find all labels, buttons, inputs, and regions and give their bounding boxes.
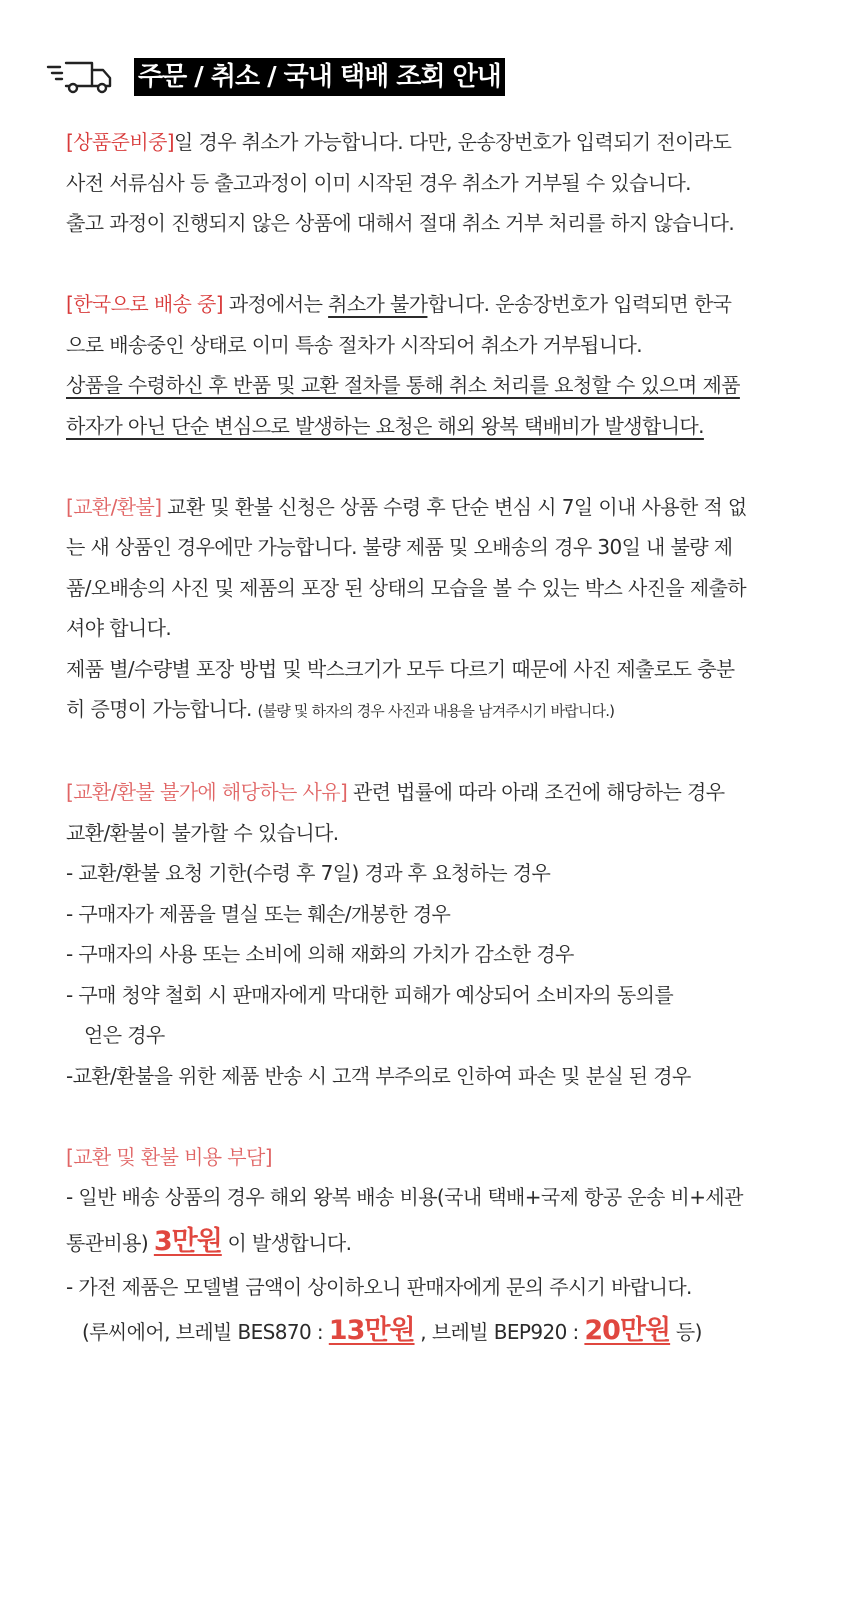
section-3-line-4: 셔야 합니다. bbox=[66, 616, 172, 640]
price-highlight: 13만원 bbox=[328, 1315, 415, 1346]
section-2-line-2: 으로 배송중인 상태로 이미 특송 절차가 시작되어 취소가 거부됩니다. bbox=[66, 332, 642, 357]
list-item: - 구매자의 사용 또는 소비에 의해 재화의 가치가 감소한 경우 bbox=[66, 942, 574, 966]
status-tag: [상품준비중] bbox=[66, 130, 175, 154]
section-1-line-1: [상품준비중]일 경우 취소가 가능합니다. 다만, 운송장번호가 입력되기 전이라도 bbox=[66, 130, 732, 154]
section-4-line-1: [교환/환불 불가에 해당하는 사유] 관련 법률에 따라 아래 조건에 해당하는 경우 bbox=[66, 780, 725, 804]
section-5-tag: [교환 및 환불 비용 부담] bbox=[66, 1144, 272, 1169]
section-3-line-3: 품/오배송의 사진 및 제품의 포장 된 상태의 모습을 볼 수 있는 박스 사진을 제출하 bbox=[66, 575, 747, 600]
section-1-line-3: 출고 과정이 진행되지 않은 상품에 대해서 절대 취소 거부 처리를 하지 않습니다. bbox=[66, 211, 735, 235]
status-tag: [교환/환불] bbox=[66, 494, 162, 519]
section-1-line-2: 사전 서류심사 등 출고과정이 이미 시작된 경우 취소가 거부될 수 있습니다. bbox=[66, 170, 691, 195]
section-2-line-3: 상품을 수령하신 후 반품 및 교환 절차를 통해 취소 처리를 요청할 수 있으며 제품 bbox=[66, 373, 740, 397]
list-item: - 구매자가 제품을 멸실 또는 훼손/개봉한 경우 bbox=[66, 901, 451, 926]
page-title: 주문 / 취소 / 국내 택배 조회 안내 bbox=[134, 58, 505, 96]
status-tag: [한국으로 배송 중] bbox=[66, 292, 223, 316]
small-note: (불량 및 하자의 경우 사진과 내용을 남겨주시기 바랍니다.) bbox=[257, 702, 615, 720]
list-item-continuation: 얻은 경우 bbox=[84, 1023, 165, 1047]
section-2-line-4: 하자가 아닌 단순 변심으로 발생하는 요청은 해외 왕복 택배비가 발생합니다. bbox=[66, 413, 704, 438]
list-item: - 교환/환불 요청 기한(수령 후 7일) 경과 후 요청하는 경우 bbox=[66, 861, 551, 885]
delivery-truck-icon bbox=[46, 57, 116, 97]
section-3-line-2: 는 새 상품인 경우에만 가능합니다. 불량 제품 및 오배송의 경우 30일 내 불량 제 bbox=[66, 535, 733, 559]
section-5-line-2: 통관비용) 3만원 이 발생합니다. bbox=[66, 1225, 352, 1257]
price-highlight: 3만원 bbox=[153, 1225, 222, 1257]
section-5-line-4: (루씨에어, 브레빌 BES870 : 13만원 , 브레빌 BEP920 : 20만원 등) bbox=[82, 1315, 702, 1346]
status-tag: [교환/환불 불가에 해당하는 사유] bbox=[66, 780, 348, 804]
section-4-line-2: 교환/환불이 불가할 수 있습니다. bbox=[66, 820, 339, 845]
section-3-line-1: [교환/환불] 교환 및 환불 신청은 상품 수령 후 단순 변심 시 7일 이내 사용한 적 없 bbox=[66, 494, 747, 519]
section-header bbox=[46, 56, 505, 98]
list-item: - 구매 청약 철회 시 판매자에게 막대한 피해가 예상되어 소비자의 동의를 bbox=[66, 982, 674, 1007]
price-highlight: 20만원 bbox=[584, 1315, 671, 1346]
section-2-line-1: [한국으로 배송 중] 과정에서는 취소가 불가합니다. 운송장번호가 입력되면 한국 bbox=[66, 292, 732, 316]
section-3-line-5: 제품 별/수량별 포장 방법 및 박스크기가 모두 다르기 때문에 사진 제출로도 충분 bbox=[66, 656, 735, 681]
list-item: -교환/환불을 위한 제품 반송 시 고객 부주의로 인하여 파손 및 분실 된 경우 bbox=[66, 1063, 691, 1088]
cancel-impossible-text: 취소가 불가 bbox=[328, 292, 428, 316]
section-5-line-1: - 일반 배송 상품의 경우 해외 왕복 배송 비용(국내 택배+국제 항공 운송 비+세관 bbox=[66, 1185, 743, 1209]
notice-content bbox=[66, 122, 816, 1356]
section-3-line-6: 히 증명이 가능합니다. (불량 및 하자의 경우 사진과 내용을 남겨주시기 바랍니다.) bbox=[66, 697, 615, 721]
section-5-line-3: - 가전 제품은 모델별 금액이 상이하오니 판매자에게 문의 주시기 바랍니다. bbox=[66, 1274, 692, 1299]
